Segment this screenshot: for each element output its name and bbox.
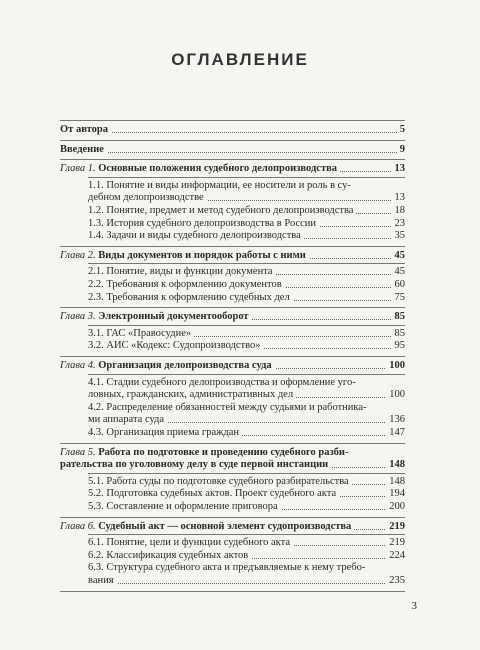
chapter-divider [60, 246, 405, 247]
section-divider [88, 263, 405, 264]
chapter-number: Глава 6. [60, 520, 96, 532]
toc-entry-text: 6.2. Классификация судебных актов [88, 549, 249, 561]
toc-chapter-entry[interactable] [60, 163, 405, 175]
toc-page-number: 85 [392, 311, 406, 323]
toc-page-number: 13 [392, 163, 406, 175]
toc-entry-title [88, 389, 296, 400]
chapter-divider [60, 159, 405, 160]
toc-entry-text: Введение [60, 143, 104, 155]
toc-section-entry[interactable] [88, 180, 405, 192]
toc-entry-title [88, 377, 359, 388]
toc-section-entry[interactable] [88, 205, 405, 217]
toc-section-entry[interactable] [88, 562, 405, 574]
toc-page-number: 219 [386, 537, 405, 549]
toc-section-entry[interactable] [88, 501, 405, 513]
toc-section-entry[interactable] [88, 340, 405, 352]
toc-section-entry[interactable] [88, 427, 405, 439]
toc-entry-title [88, 562, 368, 573]
toc-entry-text: 2.3. Требования к оформлению судебных дел [88, 291, 290, 303]
chapter-divider [60, 140, 405, 141]
toc-entry-text: 3.1. ГАС «Правосудие» [88, 327, 192, 339]
toc-chapter-entry[interactable] [60, 447, 405, 459]
toc-entry-text: 4.3. Организация приема граждан [88, 427, 240, 438]
toc-entry-title [60, 459, 331, 470]
toc-entry-text: ловных, гражданских, административных дел [88, 389, 294, 401]
toc-entry-text: 5.1. Работа суды по подготовке судебного разбирательства [88, 475, 349, 487]
section-divider [88, 534, 405, 535]
toc-entry-title [88, 414, 167, 425]
toc-entry-text: 4.2. Распределение обязанностей между судьями и работника- [88, 401, 367, 413]
toc-entry-text: 3.2. АИС «Кодекс: Судопроизводство» [88, 340, 261, 352]
toc-entry-title [88, 180, 354, 191]
toc-entry-title [88, 340, 264, 351]
toc-page-number: 5 [397, 124, 405, 136]
toc-page-number: 200 [386, 501, 405, 513]
toc-entry-title [88, 501, 281, 512]
chapter-divider [60, 591, 405, 592]
leader-dots [60, 152, 405, 153]
toc-entry-title [88, 402, 370, 413]
toc-entry-title [60, 521, 354, 532]
toc-entry-text: Судебный акт — основной элемент судопроизводства [98, 520, 352, 532]
toc-section-entry[interactable] [88, 488, 405, 500]
toc-entry-title [88, 550, 251, 561]
toc-entry-text: Организация делопроизводства суда [98, 360, 272, 371]
toc-section-entry[interactable] [88, 402, 405, 414]
toc-entry-text: 1.2. Понятие, предмет и метод судебного делопроизводства [88, 205, 354, 216]
toc-entry-text: 2.2. Требования к оформлению документов [88, 279, 282, 290]
toc-entry-text: ми аппарата суда [88, 414, 165, 426]
toc-section-entry[interactable] [88, 218, 405, 230]
toc-chapter-entry[interactable] [60, 144, 405, 156]
section-divider [88, 473, 405, 474]
toc-page-number: 23 [392, 218, 406, 230]
toc-page-number: 60 [392, 279, 406, 291]
toc-entry-title [88, 218, 319, 229]
toc-section-entry[interactable] [88, 230, 405, 242]
toc-entry-title [88, 266, 276, 277]
toc-entry-title [88, 488, 339, 499]
section-divider [88, 374, 405, 375]
toc-section-entry[interactable] [88, 575, 405, 587]
toc-section-entry[interactable] [88, 537, 405, 549]
toc-page-number: 235 [386, 575, 405, 587]
page-number: 3 [411, 600, 417, 612]
toc-entry-text: 5.3. Составление и оформление приговора [88, 501, 278, 512]
toc-section-entry[interactable] [88, 266, 405, 278]
toc-entry-title [88, 328, 194, 339]
toc-section-entry[interactable] [88, 328, 405, 340]
toc-page-number: 18 [392, 205, 406, 217]
chapter-divider [60, 356, 405, 357]
toc-entry-title [88, 205, 356, 216]
toc-page-number: 148 [386, 459, 405, 471]
toc-entry-title [60, 360, 275, 371]
toc-chapter-entry[interactable] [60, 521, 405, 533]
toc-entry-text: 2.1. Понятие, виды и функции документа [88, 266, 273, 278]
toc-chapter-entry[interactable] [60, 311, 405, 323]
toc-entry-text: 6.3. Структура судебного акта и предъявляемые к нему требо- [88, 562, 366, 574]
toc-entry-title [60, 250, 309, 261]
toc-chapter-entry[interactable] [60, 250, 405, 262]
toc-chapter-entry[interactable] [60, 124, 405, 136]
toc-entry-title [88, 230, 304, 241]
chapter-number: Глава 4. [60, 360, 96, 371]
section-divider [88, 325, 405, 326]
toc-page-number: 45 [392, 266, 406, 278]
page-title: ОГЛАВЛЕНИЕ [171, 50, 309, 69]
toc-page-number: 194 [386, 488, 405, 500]
toc-chapter-entry[interactable] [60, 360, 405, 372]
toc-section-entry[interactable] [88, 292, 405, 304]
toc-entry-title [60, 447, 351, 458]
toc-entry-title [60, 124, 111, 135]
toc-page-number: 13 [392, 192, 406, 204]
toc-entry-title [88, 537, 293, 548]
toc-entry-text: 1.3. История судебного делопроизводства в России [88, 217, 317, 229]
toc-entry-title [60, 163, 340, 174]
toc-entry-title [60, 311, 252, 322]
toc-entry-text: Работа по подготовке и проведению судебного разби- [98, 446, 349, 458]
toc-chapter-entry[interactable] [60, 459, 405, 471]
toc-page-number: 147 [386, 427, 405, 439]
toc-page-number: 100 [386, 389, 405, 401]
chapter-divider [60, 443, 405, 444]
chapter-divider [60, 120, 405, 121]
toc-page-number: 85 [392, 328, 406, 340]
toc-page-number: 224 [386, 550, 405, 562]
toc-entry-text: вания [88, 575, 114, 586]
toc-entry-text: Виды документов и порядок работы с ними [98, 249, 306, 261]
toc-page-number: 136 [386, 414, 405, 426]
toc-page-number: 35 [392, 230, 406, 242]
chapter-number: Глава 5. [60, 446, 96, 458]
section-divider [88, 177, 405, 178]
toc-page-number: 9 [397, 144, 405, 156]
toc-entry-text: дебном делопроизводстве [88, 192, 204, 204]
toc-section-entry[interactable] [88, 389, 405, 401]
toc-page-number: 95 [392, 340, 406, 352]
toc-entry-title [88, 427, 242, 438]
toc-entry-text: рательства по уголовному делу в суде первой инстанции [60, 459, 329, 471]
toc-entry-title [88, 192, 207, 203]
chapter-number: Глава 2. [60, 249, 96, 261]
chapter-divider [60, 307, 405, 308]
toc-page-number: 45 [392, 250, 406, 262]
toc-entry-title [88, 279, 285, 290]
toc-entry-text: Электронный документооборот [98, 311, 249, 323]
toc-section-entry[interactable] [88, 377, 405, 389]
toc-page-number: 100 [386, 360, 405, 372]
toc-entry-text: 4.1. Стадии судебного делопроизводства и оформление уго- [88, 376, 356, 388]
chapter-divider [60, 517, 405, 518]
toc-entry-title [88, 292, 293, 303]
toc-section-entry[interactable] [88, 192, 405, 204]
toc-section-entry[interactable] [88, 550, 405, 562]
toc-entry-title [60, 144, 107, 155]
chapter-number: Глава 1. [60, 163, 96, 175]
toc-section-entry[interactable] [88, 476, 405, 488]
leader-dots [60, 132, 405, 133]
leader-dots [88, 583, 405, 584]
toc-entry-text: От автора [60, 124, 108, 135]
toc-page-number: 75 [392, 292, 406, 304]
toc-entry-title [88, 575, 117, 586]
toc-entry-text: Основные положения судебного делопроизводства [98, 163, 338, 175]
toc-section-entry[interactable] [88, 414, 405, 426]
toc-section-entry[interactable] [88, 279, 405, 291]
toc-entry-text: 1.4. Задачи и виды судебного делопроизводства [88, 230, 301, 242]
toc-entry-title [88, 476, 352, 487]
chapter-number: Глава 3. [60, 311, 96, 323]
toc-page-number: 219 [386, 521, 405, 533]
toc-entry-text: 6.1. Понятие, цели и функции судебного акта [88, 537, 291, 549]
toc-entry-text: 5.2. Подготовка судебных актов. Проект судебного акта [88, 488, 337, 500]
toc-page-number: 148 [386, 476, 405, 488]
toc-entry-text: 1.1. Понятие и виды информации, ее носители и роль в су- [88, 179, 351, 191]
